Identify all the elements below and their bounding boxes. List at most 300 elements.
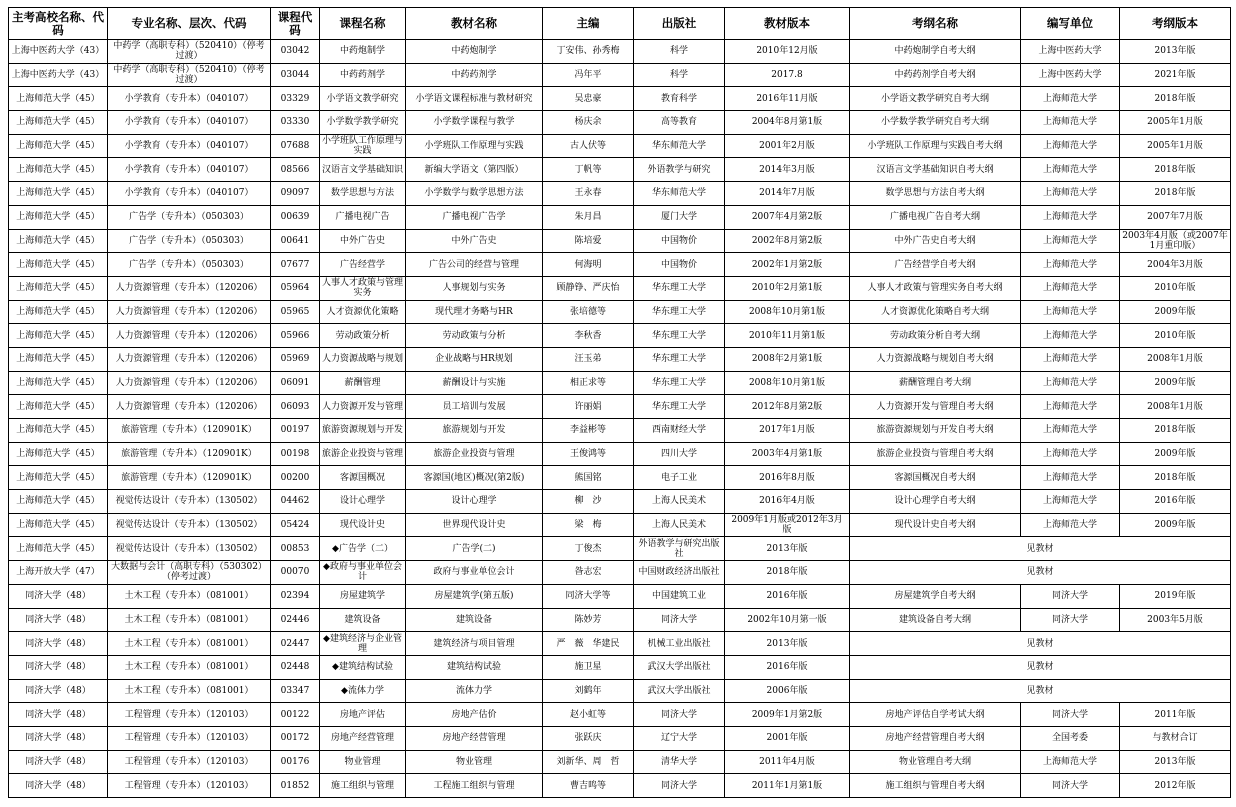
table-cell: 2009年版 [1120, 300, 1231, 324]
table-cell: 2018年版 [1120, 182, 1231, 206]
table-cell: 建筑设备 [320, 608, 406, 632]
table-cell: 华东师范大学 [634, 134, 725, 158]
table-cell: 张培德等 [543, 300, 634, 324]
table-cell: 昝志宏 [543, 561, 634, 585]
table-cell: 视觉传达设计（专升本）（130502） [108, 537, 271, 561]
table-cell: 上海师范大学 [1021, 253, 1120, 277]
table-row [9, 371, 1231, 395]
table-row [9, 632, 1231, 656]
table-row [9, 419, 1231, 443]
table-cell: 广告学（专升本）（050303） [108, 205, 271, 229]
column-header: 考纲版本 [1120, 8, 1231, 40]
table-cell: 03329 [271, 87, 320, 111]
table-cell: 同济大学 [1021, 584, 1120, 608]
table-cell: 上海师范大学（45） [9, 347, 108, 371]
table-cell: 上海师范大学 [1021, 347, 1120, 371]
table-cell: 03042 [271, 40, 320, 64]
table-cell: 03330 [271, 111, 320, 135]
table-cell: 中国建筑工业 [634, 584, 725, 608]
table-cell: 视觉传达设计（专升本）（130502） [108, 513, 271, 537]
table-cell: 企业战略与HR规划 [406, 347, 543, 371]
table-cell: 05424 [271, 513, 320, 537]
table-row [9, 229, 1231, 253]
table-row [9, 703, 1231, 727]
table-cell: 上海师范大学（45） [9, 87, 108, 111]
table-cell: 2001年2月版 [725, 134, 850, 158]
table-cell: 四川大学 [634, 442, 725, 466]
table-row [9, 442, 1231, 466]
table-cell: 2008年2月第1版 [725, 347, 850, 371]
table-row [9, 655, 1231, 679]
table-cell: 同济大学（48） [9, 584, 108, 608]
table-cell: 房地产估价 [406, 703, 543, 727]
table-cell: 梁 梅 [543, 513, 634, 537]
table-cell: 小学数学教学研究自考大纲 [850, 111, 1021, 135]
table-cell: 冯年平 [543, 63, 634, 87]
table-cell: 施卫星 [543, 655, 634, 679]
table-cell: 02447 [271, 632, 320, 656]
table-cell: 2005年1月版 [1120, 134, 1231, 158]
table-cell: 中药炮制学 [320, 40, 406, 64]
table-cell: 中药学（高职专科）（520410）（停考过渡） [108, 40, 271, 64]
table-cell: 辽宁大学 [634, 726, 725, 750]
table-row [9, 490, 1231, 514]
table-cell: 2011年1月第1版 [725, 774, 850, 798]
table-cell: 视觉传达设计（专升本）（130502） [108, 490, 271, 514]
table-cell: 中外广告史自考大纲 [850, 229, 1021, 253]
table-cell: 上海师范大学（45） [9, 395, 108, 419]
table-cell: 中药药剂学 [406, 63, 543, 87]
table-row [9, 608, 1231, 632]
table-cell: 02446 [271, 608, 320, 632]
table-cell: 建筑结构试验 [406, 655, 543, 679]
table-cell: 施工组织与管理 [320, 774, 406, 798]
table-cell: 房地产经营管理 [320, 726, 406, 750]
table-cell: 2009年版 [1120, 442, 1231, 466]
table-cell: 2002年10月第一版 [725, 608, 850, 632]
table-cell: 房地产经营管理自考大纲 [850, 726, 1021, 750]
table-cell: 上海师范大学（45） [9, 300, 108, 324]
table-cell: 2008年10月第1版 [725, 371, 850, 395]
table-cell: 工程施工组织与管理 [406, 774, 543, 798]
table-cell: 2003年4月第1版 [725, 442, 850, 466]
table-cell: 同济大学 [634, 774, 725, 798]
table-cell: 土木工程（专升本）（081001） [108, 632, 271, 656]
table-cell: 上海人民美术 [634, 490, 725, 514]
table-cell: 政府与事业单位会计 [406, 561, 543, 585]
table-cell: 陈培爱 [543, 229, 634, 253]
table-cell: 小学教育（专升本）（040107） [108, 134, 271, 158]
table-row [9, 750, 1231, 774]
table-cell: 全国考委 [1021, 726, 1120, 750]
table-cell: 2001年版 [725, 726, 850, 750]
table-cell: 广播电视广告学 [406, 205, 543, 229]
table-cell: 2004年3月版 [1120, 253, 1231, 277]
table-cell: 汉语言文学基础知识 [320, 158, 406, 182]
table-cell: 05966 [271, 324, 320, 348]
table-cell: 广播电视广告 [320, 205, 406, 229]
table-cell: 华东理工大学 [634, 395, 725, 419]
table-cell: 建筑设备自考大纲 [850, 608, 1021, 632]
column-header: 编写单位 [1021, 8, 1120, 40]
table-cell: ◆建筑经济与企业管理 [320, 632, 406, 656]
table-row [9, 63, 1231, 87]
table-cell: 05964 [271, 276, 320, 300]
table-cell: ◆政府与事业单位会计 [320, 561, 406, 585]
column-header: 主考高校名称、代码 [9, 8, 108, 40]
table-cell: 03347 [271, 679, 320, 703]
table-cell: 上海中医药大学 [1021, 40, 1120, 64]
table-cell: 2003年5月版 [1120, 608, 1231, 632]
column-header: 出版社 [634, 8, 725, 40]
table-cell: 人力资源管理（专升本）（120206） [108, 395, 271, 419]
table-cell: 劳动政策分析 [320, 324, 406, 348]
table-cell: 2016年11月版 [725, 87, 850, 111]
table-cell: 2004年8月第1版 [725, 111, 850, 135]
table-cell: 2010年版 [1120, 324, 1231, 348]
table-cell: 土木工程（专升本）（081001） [108, 584, 271, 608]
table-cell: 上海师范大学 [1021, 324, 1120, 348]
table-cell: ◆建筑结构试验 [320, 655, 406, 679]
table-cell: 2005年1月版 [1120, 111, 1231, 135]
table-cell: 小学教育（专升本）（040107） [108, 182, 271, 206]
table-row [9, 205, 1231, 229]
table-cell: 广播电视广告自考大纲 [850, 205, 1021, 229]
table-cell: 00200 [271, 466, 320, 490]
table-cell: 02448 [271, 655, 320, 679]
column-header: 课程代码 [271, 8, 320, 40]
table-cell: 同济大学等 [543, 584, 634, 608]
table-cell: 2014年3月版 [725, 158, 850, 182]
table-cell: 2013年版 [1120, 40, 1231, 64]
table-cell: 上海师范大学（45） [9, 513, 108, 537]
table-cell: 上海师范大学（45） [9, 134, 108, 158]
table-cell: 上海师范大学 [1021, 229, 1120, 253]
table-cell: 何海明 [543, 253, 634, 277]
table-cell: 上海师范大学（45） [9, 205, 108, 229]
table-cell: 李秋香 [543, 324, 634, 348]
table-cell: 小学班队工作原理与实践自考大纲 [850, 134, 1021, 158]
table-row [9, 87, 1231, 111]
table-cell: 2016年版 [725, 655, 850, 679]
table-cell: 高等教育 [634, 111, 725, 135]
table-cell: 同济大学（48） [9, 632, 108, 656]
table-cell: 土木工程（专升本）（081001） [108, 655, 271, 679]
table-cell: 01852 [271, 774, 320, 798]
table-cell: 设计心理学 [320, 490, 406, 514]
table-cell: 陈妙芳 [543, 608, 634, 632]
table-cell: 中国物价 [634, 253, 725, 277]
table-cell: 2013年版 [1120, 750, 1231, 774]
table-cell: 顾静铮、严庆怡 [543, 276, 634, 300]
table-cell: 外语教学与研究 [634, 158, 725, 182]
table-cell: 同济大学（48） [9, 774, 108, 798]
table-cell: 2018年版 [725, 561, 850, 585]
table-cell: 房屋建筑学 [320, 584, 406, 608]
table-cell: 曹吉鸣等 [543, 774, 634, 798]
table-cell: 熊国铭 [543, 466, 634, 490]
table-cell: 2018年版 [1120, 87, 1231, 111]
table-cell: 厦门大学 [634, 205, 725, 229]
table-cell: 华东理工大学 [634, 300, 725, 324]
table-cell: 旅游规划与开发 [406, 419, 543, 443]
table-cell: 中外广告史 [320, 229, 406, 253]
table-cell: 00198 [271, 442, 320, 466]
table-cell: 柳 沙 [543, 490, 634, 514]
table-cell: 房屋建筑学自考大纲 [850, 584, 1021, 608]
table-cell: 同济大学（48） [9, 608, 108, 632]
table-cell: 人力资源管理（专升本）（120206） [108, 347, 271, 371]
table-row [9, 584, 1231, 608]
table-body [9, 40, 1231, 798]
table-cell: 上海师范大学 [1021, 419, 1120, 443]
table-cell: 房屋建筑学(第五版) [406, 584, 543, 608]
table-cell: 小学教育（专升本）（040107） [108, 87, 271, 111]
table-cell: 上海师范大学 [1021, 490, 1120, 514]
table-cell: 2010年12月版 [725, 40, 850, 64]
table-cell: 上海师范大学 [1021, 300, 1120, 324]
table-cell: 2009年1月版或2012年3月版 [725, 513, 850, 537]
table-cell: 上海师范大学（45） [9, 324, 108, 348]
table-cell: 见教材 [850, 655, 1231, 679]
table-cell: 设计心理学 [406, 490, 543, 514]
table-cell: 旅游管理（专升本）（120901K） [108, 442, 271, 466]
table-cell: 00176 [271, 750, 320, 774]
column-header: 教材版本 [725, 8, 850, 40]
table-cell: 清华大学 [634, 750, 725, 774]
table-cell: 科学 [634, 40, 725, 64]
header-row [9, 8, 1231, 40]
table-cell: 2011年4月版 [725, 750, 850, 774]
table-cell: 薪酬管理自考大纲 [850, 371, 1021, 395]
table-cell: 薪酬设计与实施 [406, 371, 543, 395]
table-cell: 04462 [271, 490, 320, 514]
table-cell: 中外广告史 [406, 229, 543, 253]
table-cell: 人力资源管理（专升本）（120206） [108, 300, 271, 324]
table-cell: 2014年7月版 [725, 182, 850, 206]
table-cell: 物业管理 [320, 750, 406, 774]
table-cell: 2012年版 [1120, 774, 1231, 798]
table-cell: 上海中医药大学（43） [9, 63, 108, 87]
table-cell: 2018年版 [1120, 419, 1231, 443]
table-cell: 上海师范大学 [1021, 158, 1120, 182]
table-cell: 刘新华、周 哲 [543, 750, 634, 774]
table-row [9, 537, 1231, 561]
table-row [9, 561, 1231, 585]
table-cell: 上海师范大学 [1021, 466, 1120, 490]
table-cell: 大数据与会计（高职专科）（530302）（停考过渡） [108, 561, 271, 585]
table-cell: 设计心理学自考大纲 [850, 490, 1021, 514]
table-cell: 05969 [271, 347, 320, 371]
table-cell: 见教材 [850, 679, 1231, 703]
table-cell: 房地产评估 [320, 703, 406, 727]
table-cell: 00172 [271, 726, 320, 750]
table-cell: 07677 [271, 253, 320, 277]
table-row [9, 466, 1231, 490]
table-cell: 2009年版 [1120, 371, 1231, 395]
table-cell: 旅游企业投资与管理 [320, 442, 406, 466]
table-cell: 人力资源开发与管理 [320, 395, 406, 419]
table-cell: 小学教育（专升本）（040107） [108, 111, 271, 135]
table-cell: 劳动政策与分析 [406, 324, 543, 348]
table-row [9, 726, 1231, 750]
table-cell: 人力资源战略与规划 [320, 347, 406, 371]
table-cell: 上海师范大学 [1021, 182, 1120, 206]
table-cell: 小学教育（专升本）（040107） [108, 158, 271, 182]
table-cell: 上海人民美术 [634, 513, 725, 537]
table-cell: 现代理才务略与HR [406, 300, 543, 324]
table-cell: 朱月昌 [543, 205, 634, 229]
table-cell: 中药炮制学 [406, 40, 543, 64]
table-cell: 00639 [271, 205, 320, 229]
table-cell: 同济大学（48） [9, 655, 108, 679]
table-cell: 小学语文教学研究 [320, 87, 406, 111]
table-cell: 外语教学与研究出版社 [634, 537, 725, 561]
table-cell: 人事人才政策与管理实务自考大纲 [850, 276, 1021, 300]
table-cell: 上海师范大学（45） [9, 253, 108, 277]
table-cell: 同济大学 [634, 608, 725, 632]
table-cell: 上海师范大学（45） [9, 466, 108, 490]
table-cell: 刘鹤年 [543, 679, 634, 703]
table-cell: 2007年4月第2版 [725, 205, 850, 229]
table-cell: 严 薇 华建民 [543, 632, 634, 656]
table-cell: 上海师范大学（45） [9, 537, 108, 561]
table-cell: 2021年版 [1120, 63, 1231, 87]
table-cell: 2012年8月第2版 [725, 395, 850, 419]
table-row [9, 395, 1231, 419]
table-cell: 工程管理（专升本）（120103） [108, 703, 271, 727]
table-cell: 丁帆等 [543, 158, 634, 182]
table-cell: 02394 [271, 584, 320, 608]
table-cell: 2008年10月第1版 [725, 300, 850, 324]
table-cell: 与教材合订 [1120, 726, 1231, 750]
table-cell: 中国物价 [634, 229, 725, 253]
table-cell: 工程管理（专升本）（120103） [108, 726, 271, 750]
table-cell: 上海师范大学 [1021, 371, 1120, 395]
table-cell: 08566 [271, 158, 320, 182]
table-row [9, 134, 1231, 158]
table-row [9, 300, 1231, 324]
table-cell: 上海师范大学（45） [9, 419, 108, 443]
table-cell: 小学语文课程标准与教材研究 [406, 87, 543, 111]
table-cell: 上海师范大学（45） [9, 111, 108, 135]
table-cell: 00070 [271, 561, 320, 585]
table-cell: 物业管理自考大纲 [850, 750, 1021, 774]
table-cell: 流体力学 [406, 679, 543, 703]
table-cell: 小学班队工作原理与实践 [320, 134, 406, 158]
table-cell: 吴忠豪 [543, 87, 634, 111]
table-cell: 同济大学（48） [9, 750, 108, 774]
table-cell: 上海师范大学 [1021, 276, 1120, 300]
table-cell: 中药学（高职专科）（520410）（停考过渡） [108, 63, 271, 87]
table-cell: 李益彬等 [543, 419, 634, 443]
table-cell: 旅游管理（专升本）（120901K） [108, 466, 271, 490]
table-cell: 客源国(地区)概况(第2版) [406, 466, 543, 490]
table-cell: 2010年11月第1版 [725, 324, 850, 348]
table-cell: 丁俊杰 [543, 537, 634, 561]
table-cell: 同济大学 [1021, 703, 1120, 727]
table-cell: 土木工程（专升本）（081001） [108, 608, 271, 632]
table-cell: 工程管理（专升本）（120103） [108, 774, 271, 798]
table-cell: 2008年1月版 [1120, 347, 1231, 371]
table-cell: 王俊鸿等 [543, 442, 634, 466]
table-cell: 上海师范大学 [1021, 750, 1120, 774]
table-cell: 中药炮制学自考大纲 [850, 40, 1021, 64]
table-cell: 人才资源优化策略 [320, 300, 406, 324]
table-cell: 2009年1月第2版 [725, 703, 850, 727]
table-cell: 房地产经营管理 [406, 726, 543, 750]
table-cell: 2016年版 [725, 584, 850, 608]
table-cell: 上海师范大学 [1021, 87, 1120, 111]
table-cell: 工程管理（专升本）（120103） [108, 750, 271, 774]
table-cell: 数学思想与方法 [320, 182, 406, 206]
table-cell: 2011年版 [1120, 703, 1231, 727]
table-cell: 见教材 [850, 561, 1231, 585]
table-cell: 上海师范大学（45） [9, 158, 108, 182]
table-cell: 人力资源开发与管理自考大纲 [850, 395, 1021, 419]
table-cell: 广告学（专升本）（050303） [108, 229, 271, 253]
table-cell: 07688 [271, 134, 320, 158]
table-cell: 小学语文教学研究自考大纲 [850, 87, 1021, 111]
table-cell: 小学数学课程与教学 [406, 111, 543, 135]
table-cell: 见教材 [850, 537, 1231, 561]
table-cell: 员工培训与发展 [406, 395, 543, 419]
table-cell: 劳动政策分析自考大纲 [850, 324, 1021, 348]
table-cell: 上海师范大学 [1021, 111, 1120, 135]
table-cell: 2010年2月第1版 [725, 276, 850, 300]
table-row [9, 158, 1231, 182]
table-cell: 见教材 [850, 632, 1231, 656]
table-cell: 2009年版 [1120, 513, 1231, 537]
table-cell: 电子工业 [634, 466, 725, 490]
table-row [9, 347, 1231, 371]
table-cell: 张跃庆 [543, 726, 634, 750]
table-cell: 上海师范大学 [1021, 442, 1120, 466]
table-row [9, 513, 1231, 537]
table-cell: 上海开放大学（47） [9, 561, 108, 585]
table-row [9, 324, 1231, 348]
table-cell: 广告学(二) [406, 537, 543, 561]
table-cell: 相正求等 [543, 371, 634, 395]
table-cell: 同济大学（48） [9, 679, 108, 703]
table-cell: 上海师范大学（45） [9, 276, 108, 300]
table-cell: 许丽娟 [543, 395, 634, 419]
table-cell: 华东理工大学 [634, 324, 725, 348]
column-header: 考纲名称 [850, 8, 1021, 40]
table-cell: 建筑经济与项目管理 [406, 632, 543, 656]
table-cell: 机械工业出版社 [634, 632, 725, 656]
table-cell: 旅游企业投资与管理 [406, 442, 543, 466]
table-cell: 人才资源优化策略自考大纲 [850, 300, 1021, 324]
table-cell: 教育科学 [634, 87, 725, 111]
table-cell: 中药药剂学 [320, 63, 406, 87]
column-header: 主编 [543, 8, 634, 40]
table-cell: 2013年版 [725, 632, 850, 656]
table-cell: 2007年7月版 [1120, 205, 1231, 229]
table-cell: 施工组织与管理自考大纲 [850, 774, 1021, 798]
table-cell: ◆流体力学 [320, 679, 406, 703]
table-cell: 人力资源管理（专升本）（120206） [108, 371, 271, 395]
table-cell: 古人伏等 [543, 134, 634, 158]
table-cell: 00197 [271, 419, 320, 443]
table-cell: 杨庆余 [543, 111, 634, 135]
table-cell: 00853 [271, 537, 320, 561]
table-cell: 人事人才政策与管理实务 [320, 276, 406, 300]
table-cell: 旅游资源规划与开发 [320, 419, 406, 443]
column-header: 专业名称、层次、代码 [108, 8, 271, 40]
table-cell: 2016年8月版 [725, 466, 850, 490]
table-cell: 上海师范大学（45） [9, 442, 108, 466]
